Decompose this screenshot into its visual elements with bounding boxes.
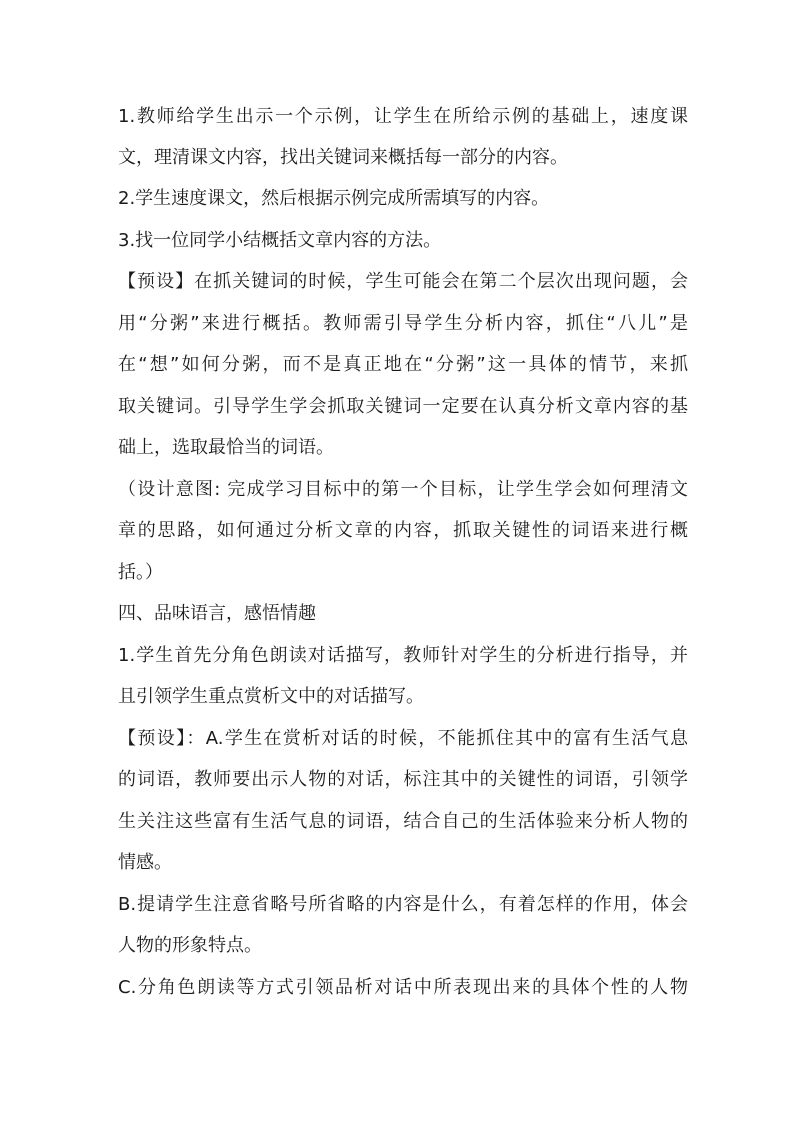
text-line: 1.学生首先分角色朗读对话描写，教师针对学生的分析进行指导，并 — [118, 645, 688, 666]
text-line: 人物的形象特点。 — [118, 935, 262, 956]
section-heading: 四、品味语言，感悟情趣 — [118, 603, 316, 624]
text-line: 的词语，教师要出示人物的对话，标注其中的关键性的词语，引领学 — [118, 769, 688, 790]
text-line: 【预设】在抓关键词的时候，学生可能会在第二个层次出现问题，会 — [118, 271, 688, 292]
text-line: 生关注这些富有生活气息的词语，结合自己的生活体验来分析人物的 — [118, 811, 688, 832]
text-line: 用“分粥”来进行概括。教师需引导学生分析内容，抓住“八儿”是 — [118, 313, 688, 334]
text-line: 【预设】：A.学生在赏析对话的时候，不能抓住其中的富有生活气息 — [118, 728, 688, 749]
text-line: 情感。 — [118, 852, 172, 873]
text-line: 在“想”如何分粥，而不是真正地在“分粥”这一具体的情节，来抓 — [118, 354, 688, 375]
text-line: C.分角色朗读等方式引领品析对话中所表现出来的具体个性的人物 — [118, 977, 688, 998]
text-line: 3.找一位同学小结概括文章内容的方法。 — [118, 230, 442, 251]
text-line: 1.教师给学生出示一个示例，让学生在所给示例的基础上，速度课 — [118, 106, 688, 127]
text-line: 取关键词。引导学生学会抓取关键词一定要在认真分析文章内容的基 — [118, 396, 688, 417]
text-line: （设计意图: 完成学习目标中的第一个目标，让学生学会如何理清文 — [118, 479, 688, 500]
text-line: 础上，选取最恰当的词语。 — [118, 437, 334, 458]
text-line: 章的思路，如何通过分析文章的内容，抓取关键性的词语来进行概 — [118, 520, 688, 541]
text-line: 括。） — [118, 562, 163, 583]
text-line: B.提请学生注意省略号所省略的内容是什么，有着怎样的作用，体会 — [118, 894, 688, 915]
text-line: 2.学生速度课文，然后根据示例完成所需填写的内容。 — [118, 188, 550, 209]
text-line: 文，理清课文内容，找出关键词来概括每一部分的内容。 — [118, 147, 568, 168]
text-line: 且引领学生重点赏析文中的对话描写。 — [118, 686, 424, 707]
